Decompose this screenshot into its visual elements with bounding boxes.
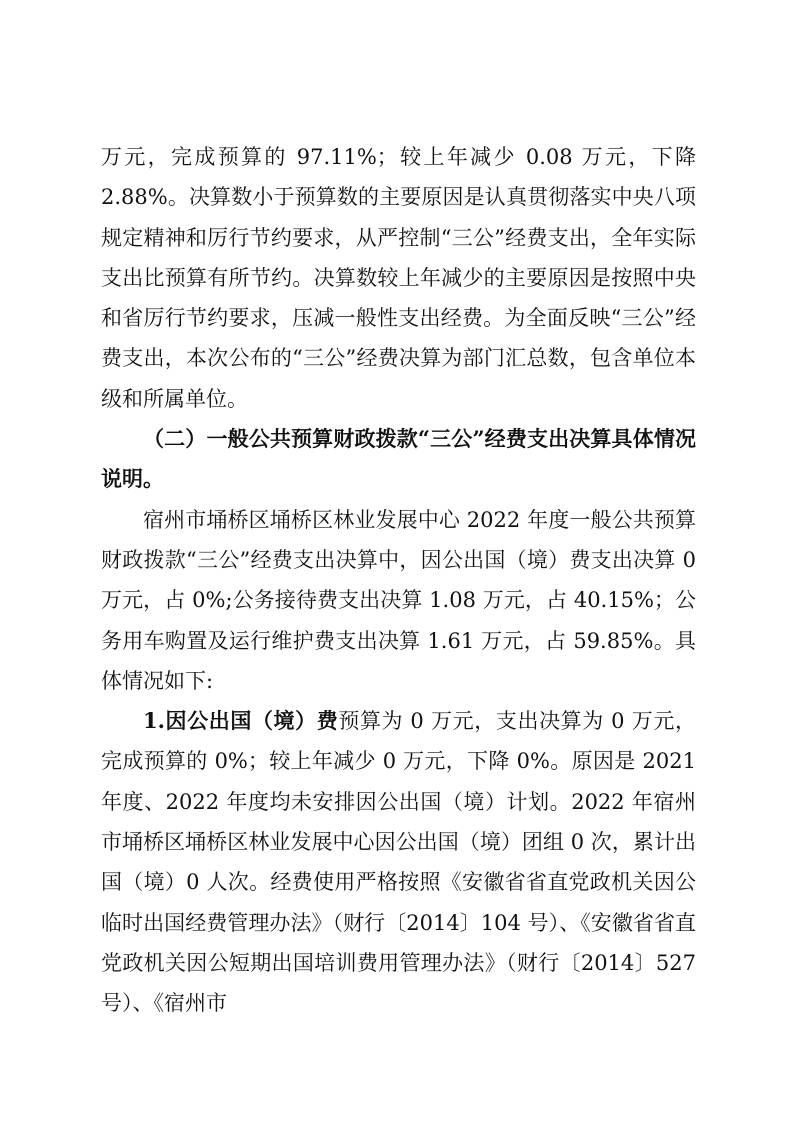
section-heading: （二）一般公共预算财政拨款“三公”经费支出决算具体情况说明。 — [101, 426, 696, 492]
paragraph-item-1 — [101, 701, 696, 1023]
document-page — [101, 137, 696, 1024]
item-1-text: 预算为 0 万元，支出决算为 0 万元，完成预算的 0%；较上年减少 0 万元，下降 0%。原因是 2021 年度、2022 年度均未安排因公出国（境）计划。2022 年宿州市埇桥区埇桥区林业发展中心因公出国（境）团组 0 次，累计出国（境）0 人次。经费使用严格按照《安徽省省直党政机关因公临时出国经费管理办法》（财行〔2014〕104 号）、《安徽省省直党政机关因公短期出国培训费用管理办法》（财行〔2014〕527 号）、《宿州市 — [101, 709, 696, 1016]
paragraph-continuation: 万元，完成预算的 97.11%；较上年减少 0.08 万元，下降 2.88%。决算数小于预算数的主要原因是认真贯彻落实中央八项规定精神和厉行节约要求，从严控制“三公”经费支出，全年实际支出比预算有所节约。决算数较上年减少的主要原因是按照中央和省厉行节约要求，压减一般性支出经费。为全面反映“三公”经费支出，本次公布的“三公”经费决算为部门汇总数，包含单位本级和所属单位。 — [101, 145, 696, 411]
paragraph-summary: 宿州市埇桥区埇桥区林业发展中心 2022 年度一般公共预算财政拨款“三公”经费支出决算中，因公出国（境）费支出决算 0 万元，占 0%;公务接待费支出决算 1.08 万元，占 40.15%；公务用车购置及运行维护费支出决算 1.61 万元，占 59.85%。具体情况如下: — [101, 507, 696, 693]
item-1-lead: 1.因公出国（境）费 — [143, 708, 339, 734]
